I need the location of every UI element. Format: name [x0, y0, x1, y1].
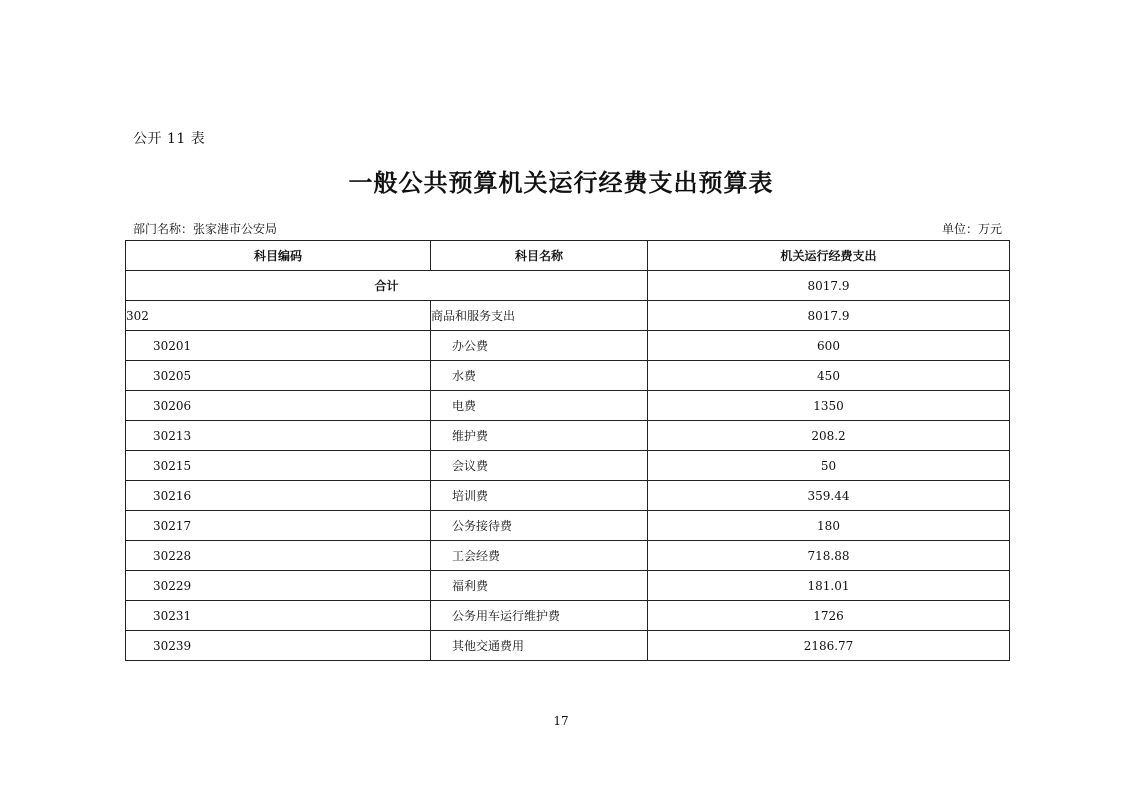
row-amount: 2186.77: [648, 631, 1010, 661]
row-amount: 208.2: [648, 421, 1010, 451]
row-name: 维护费: [431, 421, 648, 451]
row-code: 30201: [126, 331, 431, 361]
table-header-row: [126, 241, 1010, 271]
row-amount: 600: [648, 331, 1010, 361]
table-row: [126, 421, 1010, 451]
table-row: [126, 631, 1010, 661]
row-name: 福利费: [431, 571, 648, 601]
row-name: 水费: [431, 361, 648, 391]
total-label: 合计: [126, 271, 648, 301]
table-row: [126, 571, 1010, 601]
table-row: [126, 391, 1010, 421]
row-code: 30215: [126, 451, 431, 481]
row-name: 培训费: [431, 481, 648, 511]
table-row: [126, 361, 1010, 391]
row-code: 302: [126, 301, 431, 331]
total-amount: 8017.9: [648, 271, 1010, 301]
row-amount: 8017.9: [648, 301, 1010, 331]
table-row: [126, 331, 1010, 361]
table-row: [126, 451, 1010, 481]
row-name: 其他交通费用: [431, 631, 648, 661]
row-code: 30231: [126, 601, 431, 631]
table-row: [126, 481, 1010, 511]
page-number: 17: [553, 714, 569, 728]
row-code: 30205: [126, 361, 431, 391]
row-code: 30213: [126, 421, 431, 451]
row-amount: 50: [648, 451, 1010, 481]
table-row: [126, 301, 1010, 331]
row-amount: 180: [648, 511, 1010, 541]
table-row: [126, 541, 1010, 571]
row-name: 公务接待费: [431, 511, 648, 541]
row-code: 30217: [126, 511, 431, 541]
row-name: 办公费: [431, 331, 648, 361]
row-amount: 359.44: [648, 481, 1010, 511]
row-name: 公务用车运行维护费: [431, 601, 648, 631]
column-header-amount: 机关运行经费支出: [648, 241, 1010, 271]
row-amount: 718.88: [648, 541, 1010, 571]
row-code: 30228: [126, 541, 431, 571]
row-code: 30206: [126, 391, 431, 421]
department-name: 部门名称：张家港市公安局: [133, 222, 278, 236]
table-row: [126, 511, 1010, 541]
unit-label: 单位：万元: [941, 222, 1002, 236]
row-name: 商品和服务支出: [431, 301, 648, 331]
row-name: 电费: [431, 391, 648, 421]
row-name: 会议费: [431, 451, 648, 481]
row-amount: 1350: [648, 391, 1010, 421]
row-code: 30229: [126, 571, 431, 601]
row-amount: 181.01: [648, 571, 1010, 601]
table-label: 公开 11 表: [133, 131, 206, 147]
row-amount: 450: [648, 361, 1010, 391]
budget-table: [125, 240, 1010, 661]
row-code: 30216: [126, 481, 431, 511]
page-title: 一般公共预算机关运行经费支出预算表: [348, 168, 774, 197]
column-header-code: 科目编码: [126, 241, 431, 271]
column-header-name: 科目名称: [431, 241, 648, 271]
row-amount: 1726: [648, 601, 1010, 631]
row-name: 工会经费: [431, 541, 648, 571]
table-row: [126, 601, 1010, 631]
row-code: 30239: [126, 631, 431, 661]
total-row: [126, 271, 1010, 301]
